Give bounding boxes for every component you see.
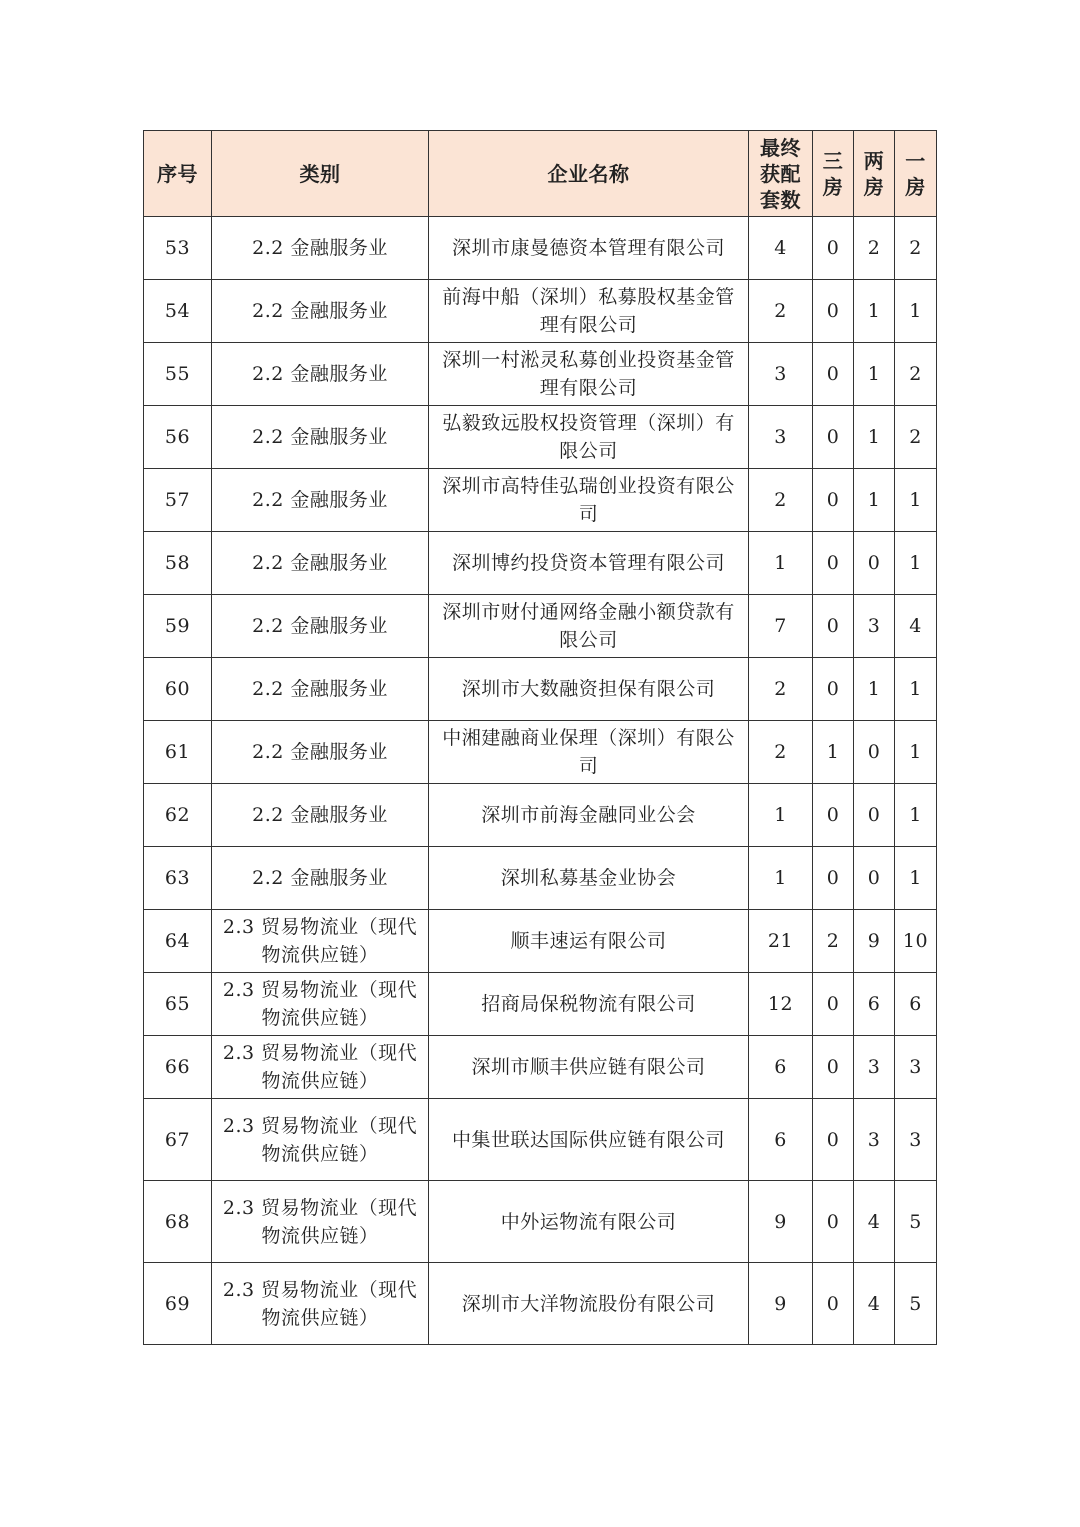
cell-total: 1 <box>749 532 813 595</box>
cell-one-room: 3 <box>895 1036 937 1099</box>
cell-one-room: 3 <box>895 1099 937 1181</box>
cell-seq: 67 <box>144 1099 212 1181</box>
cell-one-room: 1 <box>895 784 937 847</box>
cell-total: 2 <box>749 280 813 343</box>
cell-three-room: 0 <box>813 280 854 343</box>
cell-three-room: 0 <box>813 406 854 469</box>
header-company: 企业名称 <box>429 131 749 217</box>
cell-one-room: 6 <box>895 973 937 1036</box>
cell-company: 弘毅致远股权投资管理（深圳）有限公司 <box>429 406 749 469</box>
cell-three-room: 1 <box>813 721 854 784</box>
table-row <box>144 595 937 658</box>
cell-seq: 54 <box>144 280 212 343</box>
cell-seq: 60 <box>144 658 212 721</box>
cell-total: 1 <box>749 784 813 847</box>
cell-total: 4 <box>749 217 813 280</box>
cell-two-room: 1 <box>854 280 895 343</box>
cell-three-room: 0 <box>813 1036 854 1099</box>
cell-category: 2.2 金融服务业 <box>212 784 429 847</box>
cell-three-room: 0 <box>813 658 854 721</box>
header-two-room: 两房 <box>854 131 895 217</box>
table-row <box>144 1181 937 1263</box>
cell-one-room: 2 <box>895 406 937 469</box>
cell-two-room: 4 <box>854 1181 895 1263</box>
cell-seq: 69 <box>144 1263 212 1345</box>
cell-two-room: 9 <box>854 910 895 973</box>
cell-three-room: 0 <box>813 217 854 280</box>
cell-one-room: 5 <box>895 1263 937 1345</box>
cell-company: 中外运物流有限公司 <box>429 1181 749 1263</box>
table-row <box>144 1099 937 1181</box>
cell-category: 2.2 金融服务业 <box>212 406 429 469</box>
table-row <box>144 532 937 595</box>
cell-company: 深圳市顺丰供应链有限公司 <box>429 1036 749 1099</box>
cell-two-room: 1 <box>854 658 895 721</box>
cell-two-room: 1 <box>854 469 895 532</box>
cell-company: 深圳市康曼德资本管理有限公司 <box>429 217 749 280</box>
cell-category: 2.2 金融服务业 <box>212 280 429 343</box>
cell-company: 深圳市高特佳弘瑞创业投资有限公司 <box>429 469 749 532</box>
table-row <box>144 658 937 721</box>
cell-company: 中湘建融商业保理（深圳）有限公司 <box>429 721 749 784</box>
cell-company: 深圳市大数融资担保有限公司 <box>429 658 749 721</box>
cell-three-room: 0 <box>813 1099 854 1181</box>
cell-one-room: 4 <box>895 595 937 658</box>
cell-total: 9 <box>749 1181 813 1263</box>
cell-total: 21 <box>749 910 813 973</box>
table-row <box>144 280 937 343</box>
cell-two-room: 3 <box>854 1099 895 1181</box>
table-row <box>144 1263 937 1345</box>
cell-total: 6 <box>749 1036 813 1099</box>
cell-two-room: 3 <box>854 595 895 658</box>
cell-seq: 65 <box>144 973 212 1036</box>
cell-seq: 68 <box>144 1181 212 1263</box>
table-row <box>144 973 937 1036</box>
cell-two-room: 0 <box>854 532 895 595</box>
cell-total: 2 <box>749 469 813 532</box>
cell-seq: 55 <box>144 343 212 406</box>
cell-company: 深圳私募基金业协会 <box>429 847 749 910</box>
cell-total: 3 <box>749 343 813 406</box>
cell-category: 2.3 贸易物流业（现代物流供应链） <box>212 1263 429 1345</box>
cell-category: 2.3 贸易物流业（现代物流供应链） <box>212 1181 429 1263</box>
cell-total: 2 <box>749 658 813 721</box>
table-row <box>144 217 937 280</box>
cell-three-room: 0 <box>813 973 854 1036</box>
table-row <box>144 784 937 847</box>
cell-category: 2.2 金融服务业 <box>212 469 429 532</box>
cell-three-room: 0 <box>813 595 854 658</box>
cell-total: 6 <box>749 1099 813 1181</box>
cell-category: 2.3 贸易物流业（现代物流供应链） <box>212 910 429 973</box>
table-row <box>144 1036 937 1099</box>
header-category: 类别 <box>212 131 429 217</box>
cell-category: 2.2 金融服务业 <box>212 721 429 784</box>
cell-category: 2.2 金融服务业 <box>212 595 429 658</box>
table-row <box>144 469 937 532</box>
cell-two-room: 0 <box>854 784 895 847</box>
header-one-room: 一房 <box>895 131 937 217</box>
cell-category: 2.3 贸易物流业（现代物流供应链） <box>212 1099 429 1181</box>
cell-one-room: 5 <box>895 1181 937 1263</box>
cell-two-room: 0 <box>854 847 895 910</box>
cell-category: 2.3 贸易物流业（现代物流供应链） <box>212 1036 429 1099</box>
cell-two-room: 1 <box>854 406 895 469</box>
cell-company: 招商局保税物流有限公司 <box>429 973 749 1036</box>
allocation-table <box>143 130 937 1345</box>
cell-seq: 59 <box>144 595 212 658</box>
cell-company: 前海中船（深圳）私募股权基金管理有限公司 <box>429 280 749 343</box>
cell-one-room: 2 <box>895 343 937 406</box>
table-row <box>144 343 937 406</box>
cell-three-room: 0 <box>813 847 854 910</box>
header-three-room: 三房 <box>813 131 854 217</box>
header-seq: 序号 <box>144 131 212 217</box>
cell-category: 2.2 金融服务业 <box>212 343 429 406</box>
cell-total: 7 <box>749 595 813 658</box>
cell-company: 深圳一村淞灵私募创业投资基金管理有限公司 <box>429 343 749 406</box>
table-row <box>144 910 937 973</box>
cell-seq: 62 <box>144 784 212 847</box>
cell-company: 深圳市财付通网络金融小额贷款有限公司 <box>429 595 749 658</box>
cell-seq: 53 <box>144 217 212 280</box>
table-row <box>144 406 937 469</box>
cell-company: 深圳市大洋物流股份有限公司 <box>429 1263 749 1345</box>
cell-total: 3 <box>749 406 813 469</box>
table-row <box>144 847 937 910</box>
cell-company: 深圳博约投贷资本管理有限公司 <box>429 532 749 595</box>
cell-category: 2.2 金融服务业 <box>212 532 429 595</box>
cell-total: 2 <box>749 721 813 784</box>
cell-seq: 58 <box>144 532 212 595</box>
cell-seq: 64 <box>144 910 212 973</box>
cell-three-room: 2 <box>813 910 854 973</box>
cell-category: 2.3 贸易物流业（现代物流供应链） <box>212 973 429 1036</box>
cell-two-room: 1 <box>854 343 895 406</box>
cell-two-room: 6 <box>854 973 895 1036</box>
cell-seq: 63 <box>144 847 212 910</box>
cell-total: 9 <box>749 1263 813 1345</box>
cell-two-room: 0 <box>854 721 895 784</box>
cell-category: 2.2 金融服务业 <box>212 217 429 280</box>
cell-one-room: 1 <box>895 847 937 910</box>
cell-category: 2.2 金融服务业 <box>212 658 429 721</box>
header-total: 最终获配套数 <box>749 131 813 217</box>
table-body <box>144 217 937 1345</box>
cell-total: 12 <box>749 973 813 1036</box>
cell-two-room: 2 <box>854 217 895 280</box>
cell-two-room: 4 <box>854 1263 895 1345</box>
cell-three-room: 0 <box>813 469 854 532</box>
cell-one-room: 1 <box>895 280 937 343</box>
cell-one-room: 1 <box>895 658 937 721</box>
cell-one-room: 10 <box>895 910 937 973</box>
cell-one-room: 2 <box>895 217 937 280</box>
cell-three-room: 0 <box>813 1263 854 1345</box>
cell-category: 2.2 金融服务业 <box>212 847 429 910</box>
cell-company: 顺丰速运有限公司 <box>429 910 749 973</box>
cell-seq: 66 <box>144 1036 212 1099</box>
cell-three-room: 0 <box>813 1181 854 1263</box>
cell-three-room: 0 <box>813 532 854 595</box>
cell-seq: 56 <box>144 406 212 469</box>
header-row <box>144 131 937 217</box>
cell-one-room: 1 <box>895 469 937 532</box>
cell-two-room: 3 <box>854 1036 895 1099</box>
cell-seq: 61 <box>144 721 212 784</box>
cell-total: 1 <box>749 847 813 910</box>
cell-seq: 57 <box>144 469 212 532</box>
cell-three-room: 0 <box>813 343 854 406</box>
cell-one-room: 1 <box>895 532 937 595</box>
table-row <box>144 721 937 784</box>
cell-company: 深圳市前海金融同业公会 <box>429 784 749 847</box>
cell-company: 中集世联达国际供应链有限公司 <box>429 1099 749 1181</box>
cell-one-room: 1 <box>895 721 937 784</box>
cell-three-room: 0 <box>813 784 854 847</box>
